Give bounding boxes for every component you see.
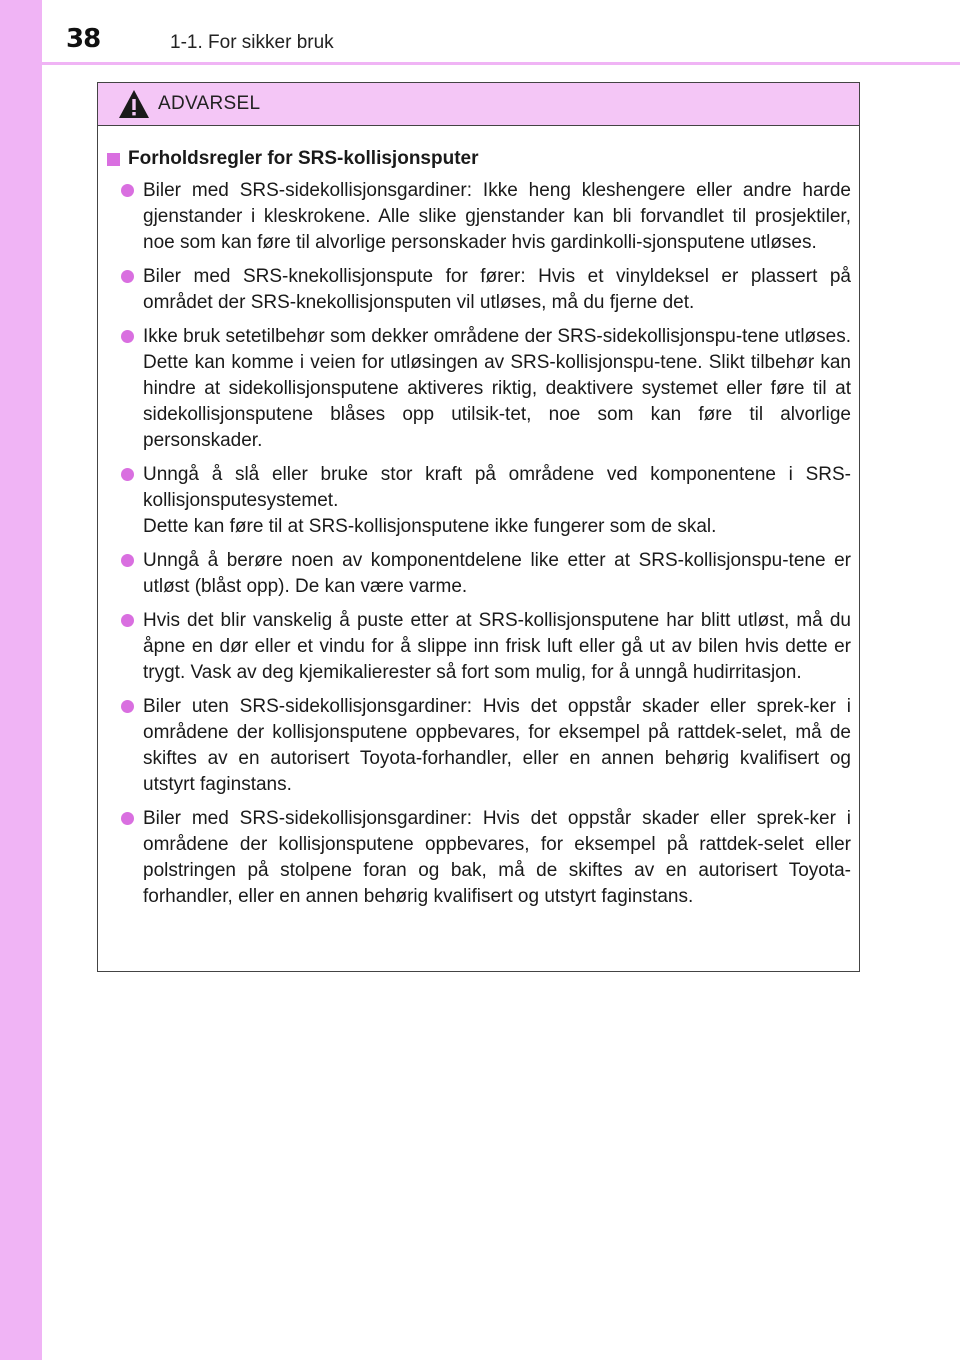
bullet-dot-icon [121, 554, 134, 567]
bullet-dot-icon [121, 614, 134, 627]
bullet-dot-icon [121, 812, 134, 825]
list-item-text: Ikke bruk setetilbehør som dekker områdene der SRS-sidekollisjonspu-tene utløses. Dette kan komme i veien for utløsingen av SRS-kollisjonspu-tene. Slikt tilbehør kan hindre at sidekollisjonsputene aktiveres riktig, deaktivere systemet eller føre til at sidekollisjonsputene blåses opp utilsik-tet, noe som kan føre til alvorlige personskader. [143, 326, 851, 451]
list-item-text: Unngå å berøre noen av komponentdelene like etter at SRS-kollisjonspu-tene er utløst (blåst opp). De kan være varme. [143, 550, 851, 597]
list-item [107, 178, 851, 256]
list-item-extra-text: Dette kan føre til at SRS-kollisjonsputene ikke fungerer som de skal. [143, 516, 717, 537]
bullet-dot-icon [121, 330, 134, 343]
bullet-dot-icon [121, 184, 134, 197]
warning-box [97, 82, 860, 972]
header-rule [42, 62, 960, 65]
list-item-text: Unngå å slå eller bruke stor kraft på områdene ved komponentene i SRS-kollisjonsputesystemet. [143, 464, 851, 511]
page-side-band [0, 0, 42, 1360]
warning-body [98, 126, 859, 910]
list-item-text: Biler med SRS-knekollisjonspute for fører: Hvis et vinyldeksel er plassert på området der SRS-knekollisjonsputen vil utløses, må du fjerne det. [143, 266, 851, 313]
warning-heading-text: Forholdsregler for SRS-kollisjonsputer [128, 148, 479, 169]
warning-title: ADVARSEL [158, 93, 261, 114]
square-bullet-icon [107, 153, 120, 166]
page-header [42, 0, 960, 64]
list-item [107, 548, 851, 600]
section-title: 1-1. For sikker bruk [170, 32, 334, 53]
list-item-text: Biler med SRS-sidekollisjonsgardiner: Ikke heng kleshengere eller andre harde gjenstander i kleskrokene. Alle slike gjenstander kan bli forvandlet til prosjektiler, noe som kan føre til alvorlige personskader hvis gardinkolli-sjonsputene utløses. [143, 180, 851, 253]
bullet-dot-icon [121, 270, 134, 283]
list-item [107, 462, 851, 540]
warning-heading [107, 146, 851, 172]
list-item [107, 806, 851, 910]
list-item [107, 608, 851, 686]
page-number: 38 [66, 24, 101, 54]
warning-header [98, 83, 859, 126]
bullet-dot-icon [121, 700, 134, 713]
list-item-text: Biler uten SRS-sidekollisjonsgardiner: Hvis det oppstår skader eller sprek-ker i områdene der kollisjonsputene oppbevares, for eksempel på rattdek-selet, må de skiftes av en autorisert Toyota-forhandler, eller en annen behørig kvalifisert og utstyrt faginstans. [143, 696, 851, 795]
warning-triangle-icon [118, 89, 150, 119]
bullet-dot-icon [121, 468, 134, 481]
list-item [107, 264, 851, 316]
list-item [107, 694, 851, 798]
list-item-text: Hvis det blir vanskelig å puste etter at SRS-kollisjonsputene har blitt utløst, må du åpne en dør eller et vindu for å slippe inn frisk luft eller gå ut av bilen hvis dette er trygt. Vask av deg kjemikalierester så fort som mulig, for å unngå hudirritasjon. [143, 610, 851, 683]
list-item-text: Biler med SRS-sidekollisjonsgardiner: Hvis det oppstår skader eller sprek-ker i områdene der kollisjonsputene oppbevares, for eksempel på rattdek-selet eller polstringen på stolpene foran og bak, må de skiftes av en autorisert Toyota-forhandler, eller en annen behørig kvalifisert og utstyrt faginstans. [143, 808, 851, 907]
list-item [107, 324, 851, 454]
warning-list [107, 178, 851, 910]
